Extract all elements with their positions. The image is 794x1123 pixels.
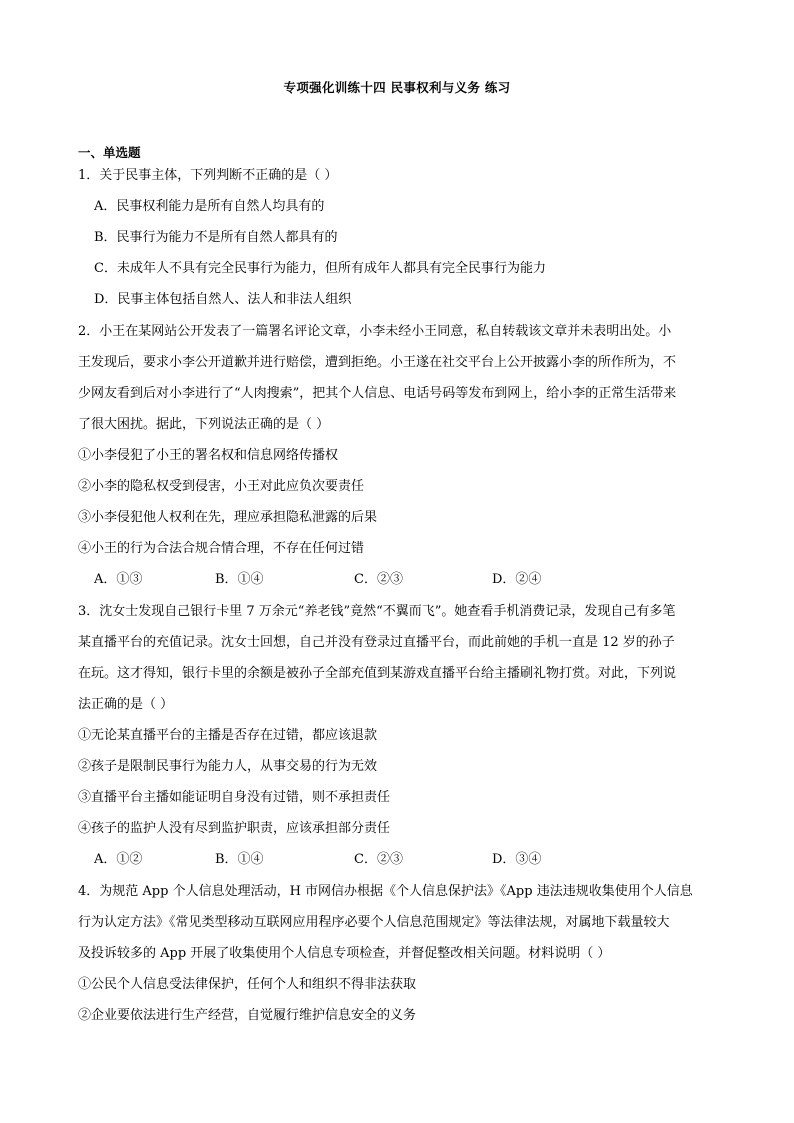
question-2-statement: ④小王的行为合法合规合情合理，不存在任何过错 [78, 541, 365, 556]
question-4-stem-line: 4．为规范 App 个人信息处理活动，H 市网信办根据《个人信息保护法》《App 违法违规收集使用个人信息 [78, 884, 693, 899]
question-2-statement: ②小李的隐私权受到侵害，小王对此应负次要责任 [78, 479, 365, 494]
question-1-option-a: A．民事权利能力是所有自然人均具有的 [94, 199, 325, 214]
question-2-statement: ①小李侵犯了小王的署名权和信息网络传播权 [78, 448, 339, 463]
question-1-option-d: D．民事主体包括自然人、法人和非法人组织 [94, 292, 352, 307]
section-heading: 一、单选题 [78, 145, 141, 160]
question-2-choice-b: B．①④ [215, 572, 264, 587]
document-title: 专项强化训练十四 民事权利与义务 练习 [283, 80, 511, 95]
question-3-stem-line: 在玩。这才得知，银行卡里的余额是被孙子全部充值到某游戏直播平台给主播刷礼物打赏。对此，下列说 [78, 666, 677, 681]
question-1-option-c: C．未成年人不具有完全民事行为能力，但所有成年人都具有完全民事行为能力 [94, 261, 546, 276]
question-3-choice-b: B．①④ [215, 852, 264, 867]
question-3-statement: ②孩子是限制民事行为能力人，从事交易的行为无效 [78, 759, 378, 774]
question-2-choice-c: C．②③ [354, 572, 403, 587]
question-3-choices [78, 844, 718, 875]
question-2-stem-line: 2．小王在某网站公开发表了一篇署名评论文章，小李未经小王同意，私自转载该文章并未表明出处。小 [78, 324, 672, 339]
question-3-stem-line: 某直播平台的充值记录。沈女士回想，自己并没有登录过直播平台，而此前她的手机一直是 12 岁的孙子 [78, 635, 675, 650]
question-3 [78, 596, 718, 875]
question-1 [78, 160, 718, 315]
question-3-statement: ④孩子的监护人没有尽到监护职责，应该承担部分责任 [78, 821, 391, 836]
question-2-stem-line: 王发现后，要求小李公开道歉并进行赔偿，遭到拒绝。小王遂在社交平台上公开披露小李的所作所为，不 [78, 355, 677, 370]
question-2-choice-a: A．①③ [94, 572, 143, 587]
question-2-choice-d: D．②④ [492, 572, 542, 587]
question-1-stem: 1．关于民事主体，下列判断不正确的是（ ） [78, 168, 338, 183]
question-2-statement: ③小李侵犯他人权利在先，理应承担隐私泄露的后果 [78, 510, 378, 525]
question-4-statement: ①公民个人信息受法律保护，任何个人和组织不得非法获取 [78, 977, 417, 992]
question-3-choice-c: C．②③ [354, 852, 403, 867]
question-4-stem-line: 行为认定方法》《常见类型移动互联网应用程序必要个人信息范围规定》等法律法规，对属地下载量较大 [78, 915, 670, 930]
question-3-statement: ③直播平台主播如能证明自身没有过错，则不承担责任 [78, 790, 391, 805]
question-3-statement: ①无论某直播平台的主播是否存在过错，都应该退款 [78, 728, 378, 743]
question-3-choice-d: D．③④ [492, 852, 542, 867]
question-2-stem-line: 了很大困扰。据此，下列说法正确的是（ ） [78, 417, 330, 432]
question-4 [78, 876, 718, 1031]
question-2-stem-line: 少网友看到后对小李进行了“人肉搜索”，把其个人信息、电话号码等发布到网上，给小李的正常生活带来 [78, 386, 677, 401]
question-4-stem-line: 及投诉较多的 App 开展了收集使用个人信息专项检查，并督促整改相关问题。材料说明（ ） [78, 946, 611, 961]
question-2-choices [78, 564, 718, 595]
question-3-stem-line: 3．沈女士发现自己银行卡里 7 万余元“养老钱”竟然“不翼而飞”。她查看手机消费记录，发现自己有多笔 [78, 604, 676, 619]
question-3-choice-a: A．①② [94, 852, 143, 867]
question-4-statement: ②企业要依法进行生产经营，自觉履行维护信息安全的义务 [78, 1008, 417, 1023]
question-1-option-b: B．民事行为能力不是所有自然人都具有的 [94, 230, 338, 245]
question-3-stem-line: 法正确的是（ ） [78, 697, 174, 712]
question-2 [78, 316, 718, 595]
